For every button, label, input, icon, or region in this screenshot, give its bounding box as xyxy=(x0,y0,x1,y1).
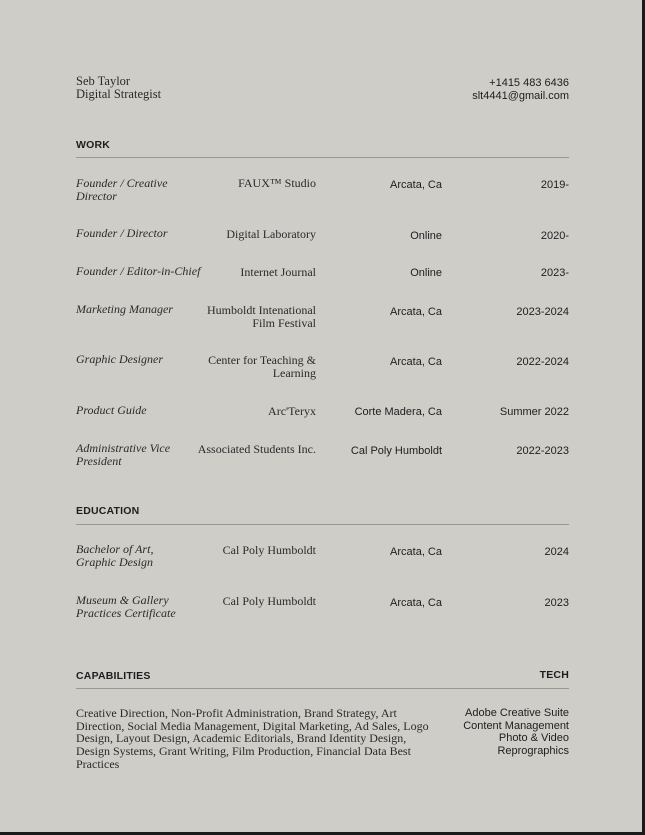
work-location: Cal Poly Humboldt xyxy=(350,445,442,457)
email-address: slt4441@gmail.com xyxy=(472,90,569,102)
tech-item: Content Management xyxy=(463,719,569,732)
work-dates: 2020- xyxy=(540,230,569,242)
person-name: Seb Taylor xyxy=(76,74,131,88)
work-dates: 2019- xyxy=(540,179,569,191)
work-location: Online xyxy=(410,267,442,279)
work-heading: WORK xyxy=(76,139,111,151)
work-location: Online xyxy=(410,230,442,242)
education-degree: Museum & Gallery Practices Certificate xyxy=(76,593,176,620)
work-location: Corte Madera, Ca xyxy=(354,406,442,418)
work-dates: Summer 2022 xyxy=(499,406,569,418)
tech-item: Reprographics xyxy=(497,745,569,758)
education-institution: Cal Poly Humboldt xyxy=(222,543,316,557)
education-location: Arcata, Ca xyxy=(390,597,442,609)
work-dates: 2022-2023 xyxy=(516,445,569,457)
tech-item: Adobe Creative Suite xyxy=(465,707,569,719)
work-role: Graphic Designer xyxy=(76,352,163,366)
phone-number: +1415 483 6436 xyxy=(489,77,569,89)
work-role: Marketing Manager xyxy=(76,302,173,316)
work-role: Founder / Director xyxy=(76,226,168,240)
work-organization: Center for Teaching & Learning xyxy=(208,353,316,380)
work-dates: 2023-2024 xyxy=(516,306,569,318)
work-organization: Arc'Teryx xyxy=(268,404,316,418)
work-organization: FAUX™ Studio xyxy=(238,176,316,190)
education-divider xyxy=(76,524,569,525)
work-location: Arcata, Ca xyxy=(390,356,442,368)
work-organization: Internet Journal xyxy=(240,265,316,279)
work-divider xyxy=(76,157,569,158)
education-location: Arcata, Ca xyxy=(390,546,442,558)
work-role: Founder / Editor-in-Chief xyxy=(76,264,201,278)
education-degree: Bachelor of Art, Graphic Design xyxy=(76,542,154,569)
work-role: Administrative Vice President xyxy=(76,441,171,468)
person-title: Digital Strategist xyxy=(76,87,162,101)
work-dates: 2022-2024 xyxy=(516,356,569,368)
education-institution: Cal Poly Humboldt xyxy=(222,594,316,608)
capabilities-text: Creative Direction, Non-Profit Administration, Brand Strategy, Art Direction, Social Media Management, Digital Marketing, Ad Sales, Logo Design, Layout Design, Academic Editorials, Brand Identity Design, Design Systems, Grant Writing, Film Production, Financial Data Best Practices xyxy=(76,706,429,771)
capabilities-divider xyxy=(76,688,569,689)
work-organization: Associated Students Inc. xyxy=(197,442,316,456)
capabilities-heading: CAPABILITIES xyxy=(76,670,151,682)
name-block xyxy=(76,75,161,101)
contact-block xyxy=(472,77,569,103)
work-dates: 2023- xyxy=(540,267,569,279)
work-role: Founder / Creative Director xyxy=(76,176,168,203)
education-dates: 2023 xyxy=(544,597,569,609)
tech-item: Photo & Video xyxy=(498,732,569,745)
work-organization: Humboldt Intenational Film Festival xyxy=(207,303,316,330)
work-role: Product Guide xyxy=(76,403,147,417)
work-organization: Digital Laboratory xyxy=(226,227,316,241)
tech-heading: TECH xyxy=(539,669,569,681)
education-dates: 2024 xyxy=(544,546,569,558)
education-heading: EDUCATION xyxy=(76,505,140,517)
work-location: Arcata, Ca xyxy=(390,179,442,191)
work-location: Arcata, Ca xyxy=(390,306,442,318)
tech-list xyxy=(463,707,569,758)
